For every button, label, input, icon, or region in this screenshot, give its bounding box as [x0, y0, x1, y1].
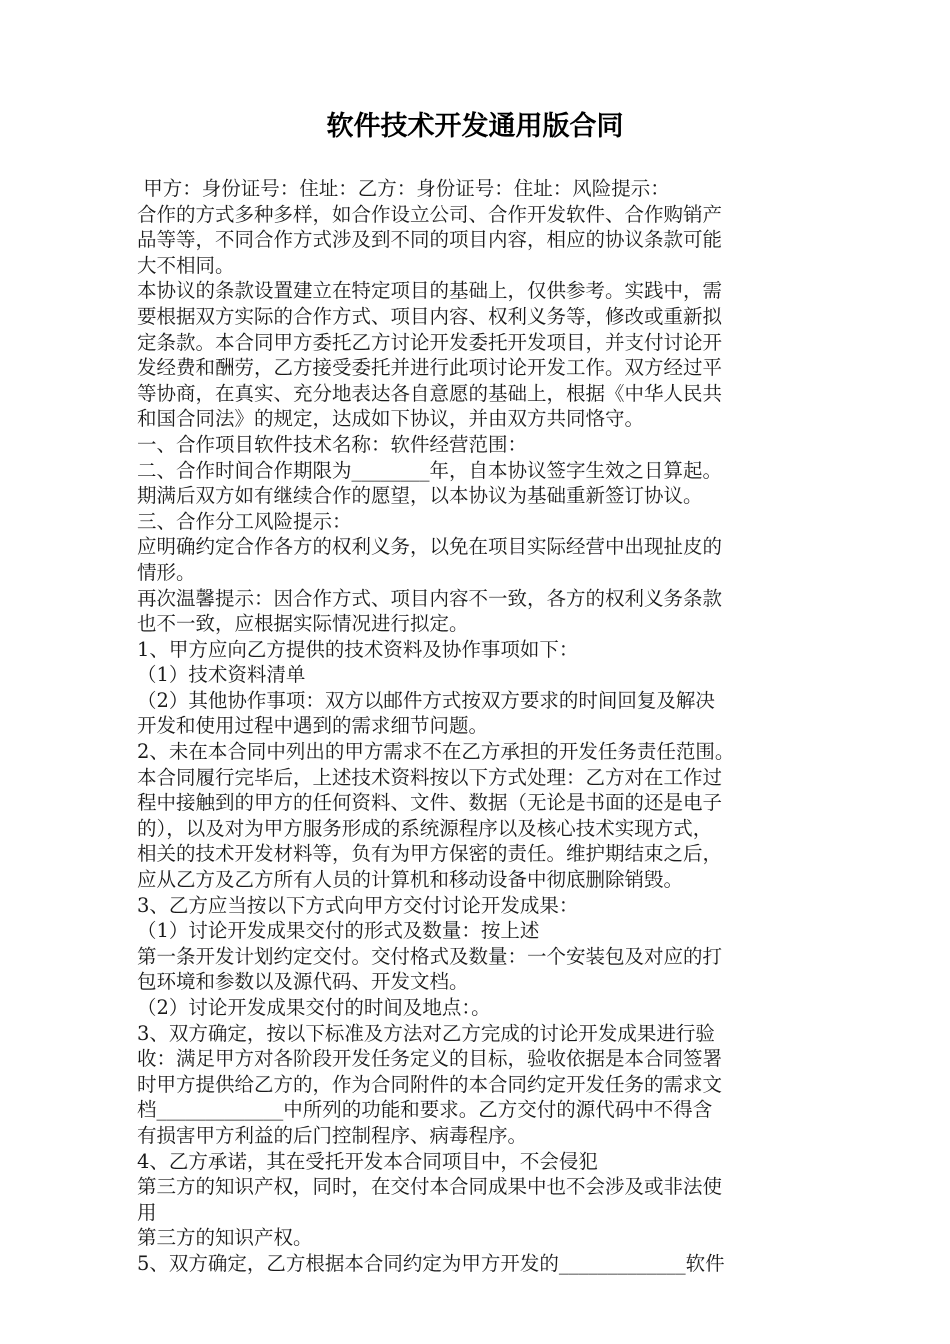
body-text-line: 情形。 [137, 560, 196, 584]
body-text-line: 甲方：身份证号：住址：乙方：身份证号：住址：风险提示： [137, 177, 670, 200]
body-text-line: 第三方的知识产权，同时，在交付本合同成果中也不会涉及或非法使 [137, 1175, 723, 1199]
body-text-line: 也不一致，应根据实际情况进行拟定。 [137, 612, 469, 636]
body-text-line: 档_____________中所列的功能和要求。乙方交付的源代码中不得含 [137, 1098, 713, 1122]
body-text-line: 收：满足甲方对各阶段开发任务定义的目标，验收依据是本合同签署 [137, 1047, 723, 1071]
body-text-line: 3、乙方应当按以下方式向甲方交付讨论开发成果： [137, 893, 579, 917]
body-text-line: 发经费和酬劳，乙方接受委托并进行此项讨论开发工作。双方经过平 [137, 356, 723, 380]
document-body [137, 176, 827, 1277]
body-text-line: 三、合作分工风险提示： [137, 509, 352, 533]
body-text-line: 应从乙方及乙方所有人员的计算机和移动设备中彻底删除销毁。 [137, 868, 684, 892]
body-text-line: （2）其他协作事项：双方以邮件方式按双方要求的时间回复及解决 [137, 688, 715, 712]
body-text-line: 本合同履行完毕后，上述技术资料按以下方式处理：乙方对在工作过 [137, 765, 723, 789]
body-text-line: 二、合作时间合作期限为________年，自本协议签字生效之日算起。 [137, 458, 723, 482]
body-text-line: 2、未在本合同中列出的甲方需求不在乙方承担的开发任务责任范围。 [137, 740, 735, 764]
document-title: 软件技术开发通用版合同 [326, 111, 624, 142]
body-text-line: 4、乙方承诺，其在受托开发本合同项目中，不会侵犯 [137, 1149, 598, 1173]
body-text-line: 合作的方式多种多样，如合作设立公司、合作开发软件、合作购销产 [137, 202, 723, 226]
body-text-line: 3、双方确定，按以下标准及方法对乙方完成的讨论开发成果进行验 [137, 1021, 715, 1045]
body-text-line: 本协议的条款设置建立在特定项目的基础上，仅供参考。实践中，需 [137, 279, 723, 303]
body-text-line: 用 [137, 1200, 157, 1224]
body-text-line: （2）讨论开发成果交付的时间及地点：。 [137, 996, 491, 1019]
body-text-line: 程中接触到的甲方的任何资料、文件、数据（无论是书面的还是电子 [137, 791, 723, 815]
body-text-line: （1）技术资料清单 [137, 663, 306, 687]
body-text-line: 定条款。本合同甲方委托乙方讨论开发委托开发项目，并支付讨论开 [137, 330, 723, 354]
body-text-line: 第三方的知识产权。 [137, 1226, 313, 1250]
body-text-line: 一、合作项目软件技术名称：软件经营范围： [137, 432, 528, 456]
body-text-line: 时甲方提供给乙方的，作为合同附件的本合同约定开发任务的需求文 [137, 1072, 723, 1096]
body-text-line: 包环境和参数以及源代码、开发文档。 [137, 970, 469, 994]
body-text-line: 再次温馨提示：因合作方式、项目内容不一致，各方的权利义务条款 [137, 586, 723, 610]
body-text-line: 品等等，不同合作方式涉及到不同的项目内容，相应的协议条款可能 [137, 228, 723, 252]
body-text-line: 开发和使用过程中遇到的需求细节问题。 [137, 714, 489, 738]
body-text-line: 有损害甲方利益的后门控制程序、病毒程序。 [137, 1123, 528, 1147]
body-text-line: 相关的技术开发材料等，负有为甲方保密的责任。维护期结束之后， [137, 842, 723, 866]
body-text-line: （1）讨论开发成果交付的形式及数量：按上述 [137, 919, 540, 943]
body-text-line: 等协商，在真实、充分地表达各自意愿的基础上，根据《中华人民共 [137, 381, 723, 405]
body-text-line: 大不相同。 [137, 253, 235, 277]
body-text-line: 5、双方确定，乙方根据本合同约定为甲方开发的_____________软件 [137, 1251, 725, 1275]
body-text-line: 要根据双方实际的合作方式、项目内容、权利义务等，修改或重新拟 [137, 304, 723, 328]
body-text-line: 第一条开发计划约定交付。交付格式及数量：一个安装包及对应的打 [137, 944, 723, 968]
body-text-line: 和国合同法》的规定，达成如下协议，并由双方共同恪守。 [137, 407, 645, 431]
body-text-line: 期满后双方如有继续合作的愿望，以本协议为基础重新签订协议。 [137, 484, 703, 508]
body-text-line: 1、甲方应向乙方提供的技术资料及协作事项如下： [137, 637, 579, 661]
body-text-line: 的），以及对为甲方服务形成的系统源程序以及核心技术实现方式， [137, 816, 713, 840]
body-text-line: 应明确约定合作各方的权利义务，以免在项目实际经营中出现扯皮的 [137, 535, 723, 559]
